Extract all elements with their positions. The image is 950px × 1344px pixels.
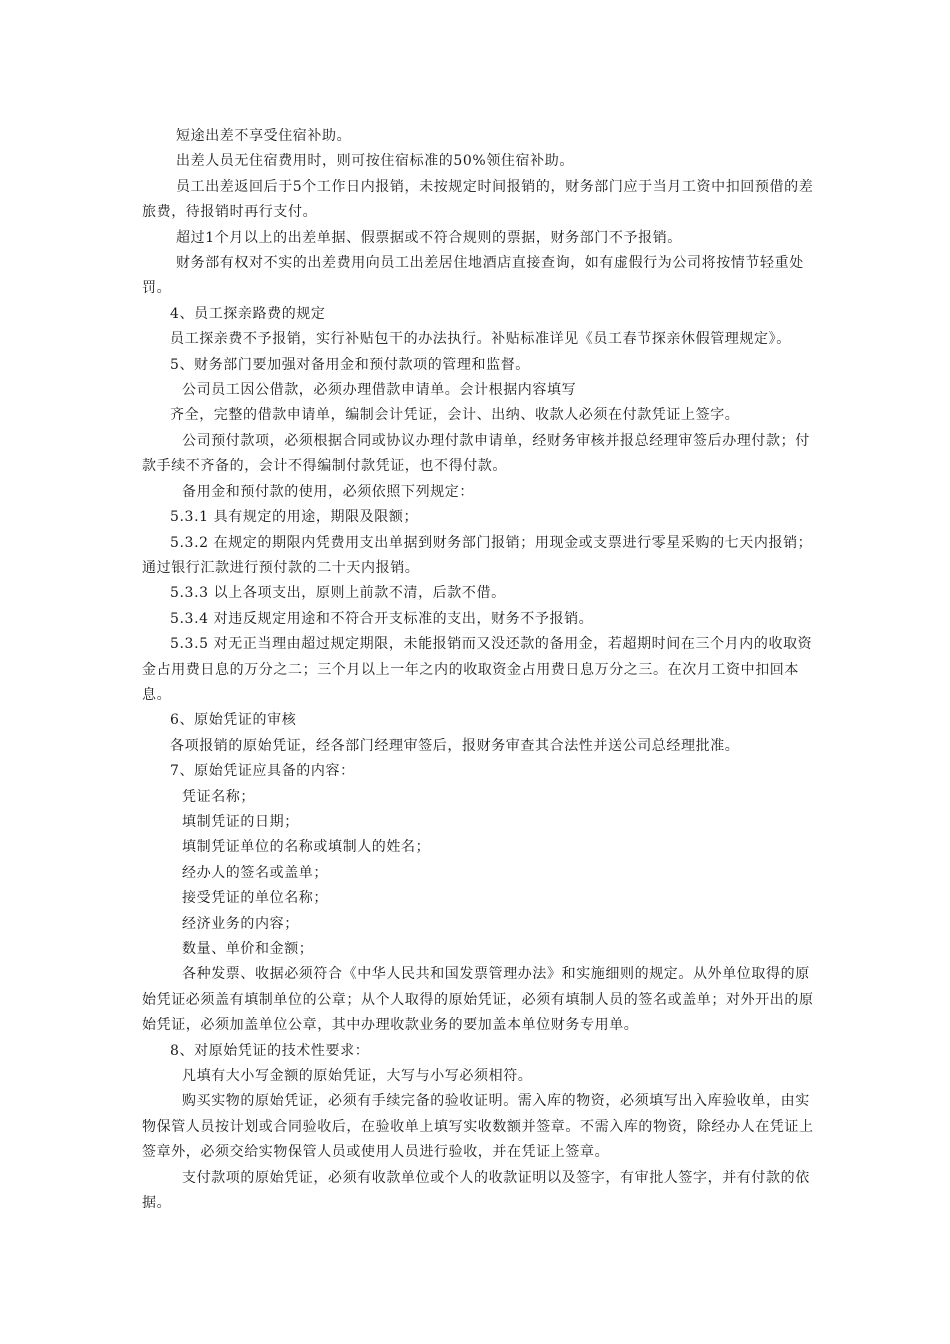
paragraph: 财务部有权对不实的出差费用向员工出差居住地酒店直接查询，如有虚假行为公司将按情节轻重处罚。 [142,255,804,297]
clause: 5.3.1 具有规定的用途，期限及限额； [170,509,419,526]
paragraph: 员工探亲费不予报销，实行补贴包干的办法执行。补贴标准详见《员工春节探亲休假管理规定》。 [170,331,791,348]
paragraph: 出差人员无住宿费用时，则可按住宿标准的50%领住宿补助。 [176,153,574,170]
section-heading: 7、原始凭证应具备的内容： [170,763,355,780]
list-item: 填制凭证的日期； [182,813,299,830]
list-item: 经济业务的内容； [182,915,299,932]
paragraph: 齐全，完整的借款申请单，编制会计凭证，会计、出纳、收款人必须在付款凭证上签字。 [170,407,740,424]
paragraph: 公司员工因公借款，必须办理借款申请单。会计根据内容填写 [182,382,577,399]
clause: 5.3.5 对无正当理由超过规定期限，未能报销而又没还款的备用金，若超期时间在三个月内的收取资金占用费日息的万分之二；三个月以上一年之内的收取资金占用费日息万分之三。在次月工资中扣回本息。 [142,636,813,703]
section-heading: 8、对原始凭证的技术性要求： [170,1042,370,1059]
list-item: 填制凭证单位的名称或填制人的姓名； [182,839,431,856]
list-item: 接受凭证的单位名称； [182,890,328,907]
paragraph: 各项报销的原始凭证，经各部门经理审签后，报财务审查其合法性并送公司总经理批准。 [170,737,740,754]
clause: 5.3.4 对违反规定用途和不符合开支标准的支出，财务不予报销。 [170,610,594,627]
paragraph: 凡填有大小写金额的原始凭证，大写与小写必须相符。 [182,1068,533,1085]
list-item: 经办人的签名或盖单； [182,864,328,881]
paragraph: 公司预付款项，必须根据合同或协议办理付款申请单，经财务审核并报总经理审签后办理付款；付款手续不齐备的，会计不得编制付款凭证，也不得付款。 [142,432,810,475]
list-item: 凭证名称； [182,788,255,805]
section-heading: 5、财务部门要加强对备用金和预付款项的管理和监督。 [170,356,530,373]
paragraph: 购买实物的原始凭证，必须有手续完备的验收证明。需入库的物资，必须填写出入库验收单，由实物保管人员按计划或合同验收后，在验收单上填写实收数额并签章。不需入库的物资，除经办人在凭证上签章外，必须交给实物保管人员或使用人员进行验收，并在凭证上签章。 [142,1093,814,1161]
paragraph: 备用金和预付款的使用，必须依照下列规定： [182,483,474,500]
section-heading: 6、原始凭证的审核 [170,712,297,729]
clause: 5.3.2 在规定的期限内凭费用支出单据到财务部门报销；用现金或支票进行零星采购的七天内报销；通过银行汇款进行预付款的二十天内报销。 [142,534,813,576]
list-item: 数量、单价和金额； [182,941,314,957]
clause: 5.3.3 以上各项支出，原则上前款不清，后款不借。 [170,585,506,602]
paragraph: 超过1个月以上的出差单据、假票据或不符合规则的票据，财务部门不予报销。 [176,229,682,246]
paragraph: 各种发票、收据必须符合《中华人民共和国发票管理办法》和实施细则的规定。从外单位取得的原始凭证必须盖有填制单位的公章；从个人取得的原始凭证，必须有填制人员的签名或盖单；对外开出的原始凭证，必须加盖单位公章，其中办理收款业务的要加盖本单位财务专用单。 [142,966,814,1034]
paragraph: 支付款项的原始凭证，必须有收款单位或个人的收款证明以及签字，有审批人签字，并有付款的依据。 [142,1169,810,1212]
section-heading: 4、员工探亲路费的规定 [170,305,326,322]
document-body [142,124,814,1216]
paragraph: 短途出差不享受住宿补助。 [176,128,352,144]
paragraph: 员工出差返回后于5个工作日内报销，未按规定时间报销的，财务部门应于当月工资中扣回预借的差旅费，待报销时再行支付。 [142,178,814,221]
